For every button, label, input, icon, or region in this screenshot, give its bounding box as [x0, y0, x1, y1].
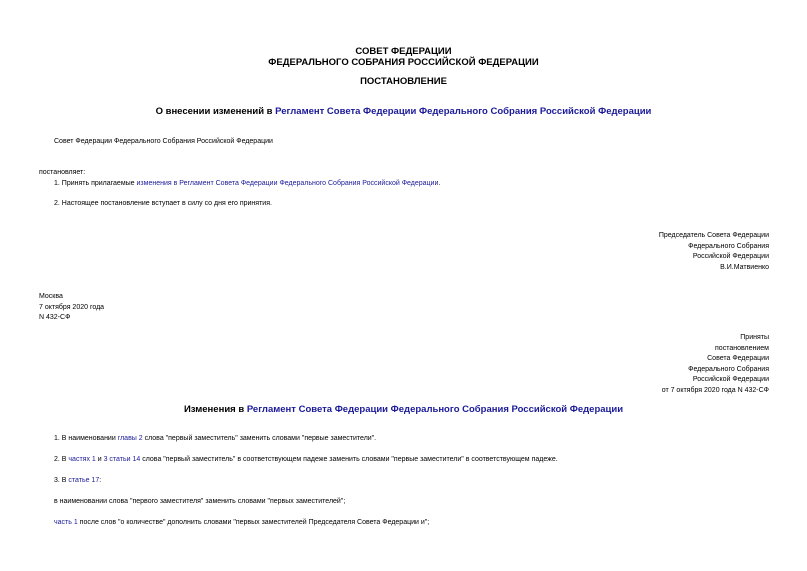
adopted-line-2: постановлением: [715, 344, 769, 352]
changes-regulation-link[interactable]: Регламент Совета Федерации Федерального Собрания Российской Федерации: [246, 404, 624, 415]
article-14-link[interactable]: 3 статьи 14: [103, 456, 141, 463]
changes-title: [0, 404, 807, 415]
item-1-prefix: 1. Принять прилагаемые: [54, 180, 137, 187]
adopted-line-1: Приняты: [740, 334, 769, 341]
place-date-block: [39, 292, 104, 324]
part-1-link[interactable]: часть 1: [54, 519, 78, 526]
changes-title-prefix: Изменения в: [183, 404, 247, 415]
item-1-suffix: .: [438, 180, 441, 187]
resolves-label: постановляет:: [39, 169, 86, 176]
change-3-prefix: 3. В: [54, 477, 69, 484]
item-1: [54, 179, 440, 189]
adopted-line-5: Российской Федерации: [692, 376, 769, 383]
adopted-line-3: Совета Федерации: [707, 355, 769, 362]
city: Москва: [39, 293, 63, 300]
change-3: [54, 476, 101, 486]
change-1: [54, 434, 376, 444]
change-2-prefix: 2. В: [54, 456, 69, 463]
change-3b: [54, 518, 429, 528]
signature-name: В.И.Матвиенко: [720, 263, 769, 271]
document-title-prefix: О внесении изменений в: [155, 106, 276, 117]
item-1-link[interactable]: изменения в Регламент Совета Федерации Федерального Собрания Российской Федерации: [136, 180, 439, 187]
change-2-mid: и: [95, 456, 104, 463]
change-3b-suffix: после слов "о количестве" дополнить словами "первых заместителей Председателя Совета Федерации и";: [77, 519, 430, 526]
header-line-1: СОВЕТ ФЕДЕРАЦИИ: [355, 46, 452, 57]
change-3-suffix: :: [99, 477, 102, 484]
item-2: 2. Настоящее постановление вступает в силу со дня его принятия.: [54, 200, 272, 207]
document-number: N 432-СФ: [39, 314, 71, 321]
document-title: [0, 106, 807, 117]
adopted-line-4: Федерального Собрания: [688, 365, 769, 373]
change-1-prefix: 1. В наименовании: [54, 435, 118, 442]
adopted-line-6: от 7 октября 2020 года N 432-СФ: [661, 386, 769, 394]
date: 7 октября 2020 года: [39, 303, 105, 311]
change-2: [54, 455, 558, 465]
signature-line-1: Председатель Совета Федерации: [658, 232, 769, 239]
signature-line-3: Российской Федерации: [692, 253, 769, 260]
signature-line-2: Федерального Собрания: [688, 242, 769, 250]
header-line-2: ФЕДЕРАЛЬНОГО СОБРАНИЯ РОССИЙСКОЙ ФЕДЕРАЦИИ: [268, 57, 539, 68]
chapter-2-link[interactable]: главы 2: [117, 435, 143, 442]
change-1-suffix: слова "первый заместитель" заменить словами "первые заместители".: [142, 435, 377, 442]
article-17-link[interactable]: статье 17: [68, 477, 100, 484]
preamble: Совет Федерации Федерального Собрания Российской Федерации: [54, 138, 273, 145]
change-3a: в наименовании слова "первого заместителя" заменить словами "первых заместителей";: [54, 498, 346, 505]
regulation-link[interactable]: Регламент Совета Федерации Федерального Собрания Российской Федерации: [275, 106, 652, 117]
signature-block: [659, 231, 769, 273]
adopted-block: [662, 333, 769, 396]
parts-1-link[interactable]: частях 1: [68, 456, 96, 463]
change-2-suffix: слова "первый заместитель" в соответствующем падеже заменить словами "первые заместители" в соответствующем падеже.: [140, 456, 558, 463]
document-type: ПОСТАНОВЛЕНИЕ: [360, 76, 447, 87]
